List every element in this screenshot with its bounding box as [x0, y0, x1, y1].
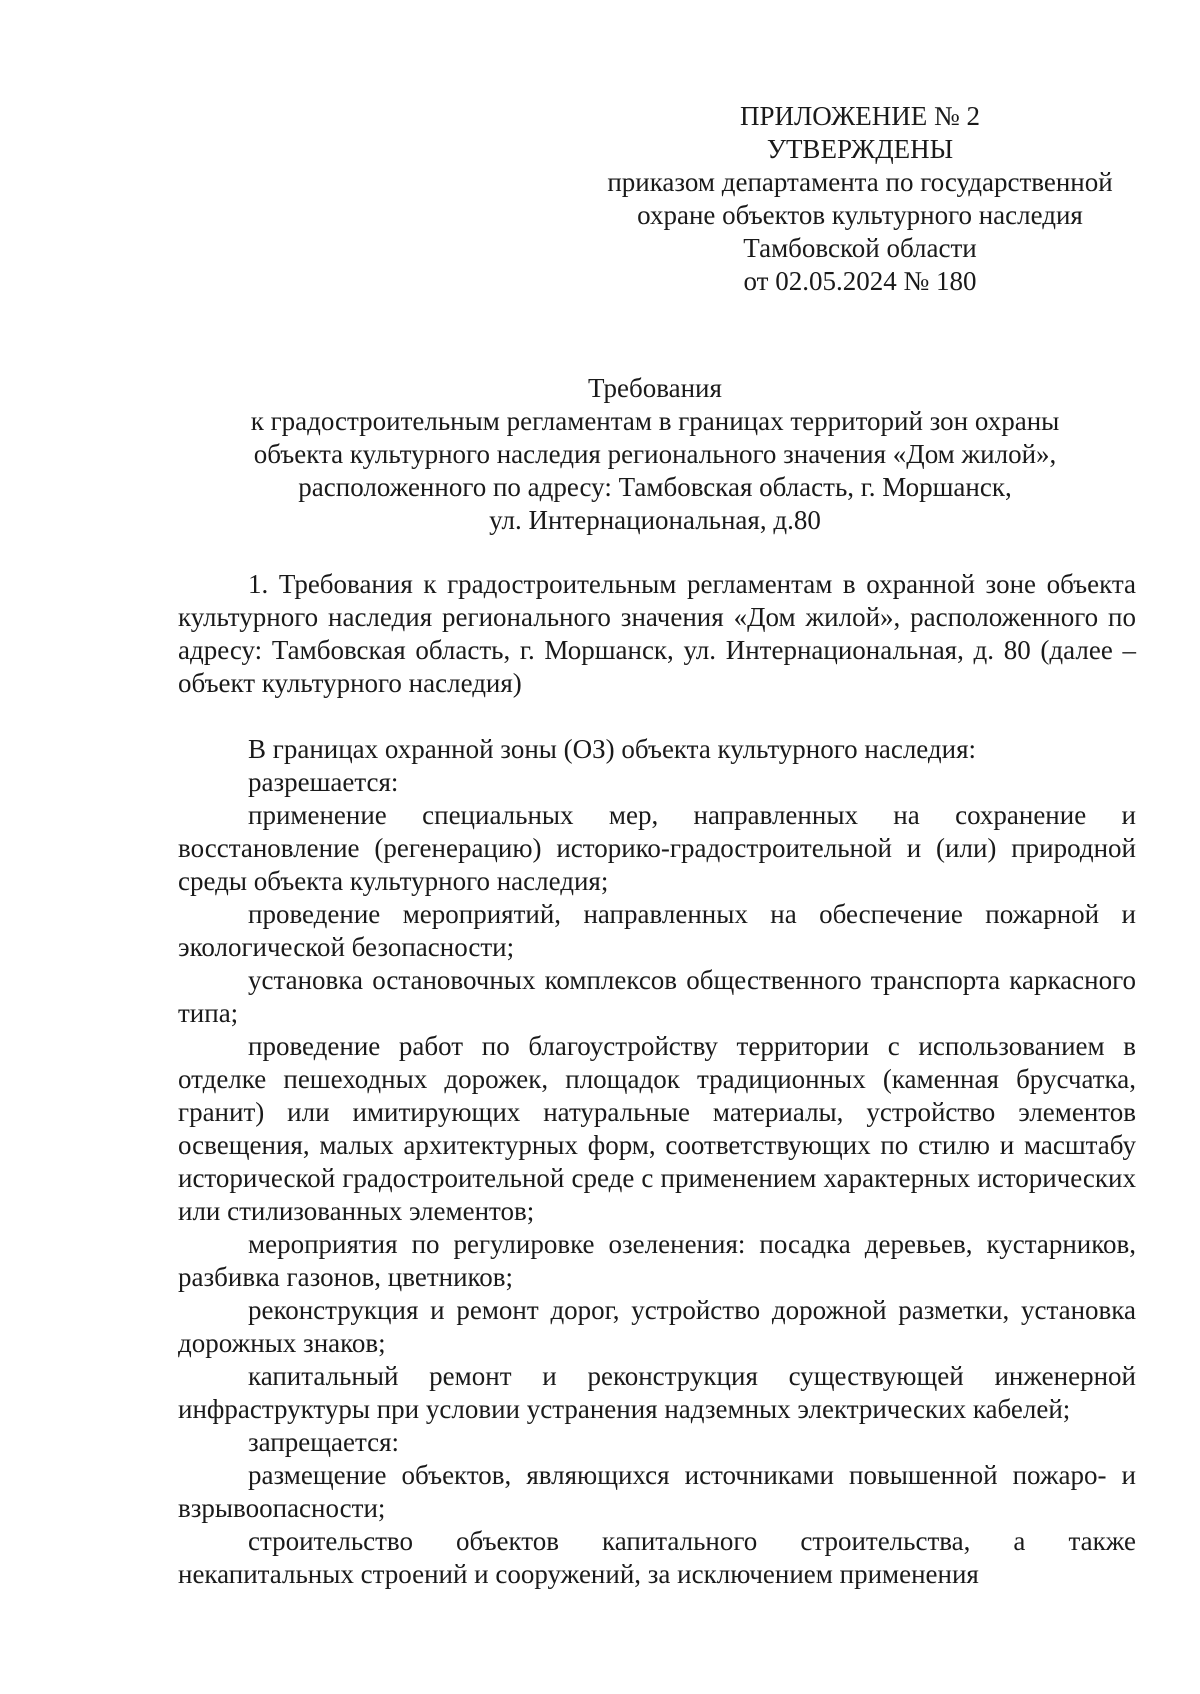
approval-line: охране объектов культурного наследия [637, 200, 1083, 230]
allowed-item: проведение работ по благоустройству территории с использованием в отделке пешеходных дорожек, площадок традиционных (каменная брусчатка, гранит) или имитирующих натуральные материалы, устройство элементов освещения, малых архитектурных форм, соответствующих по стилю и масштабу исторической градостроительной среде с применением характерных исторических или стилизованных элементов; [178, 1031, 1136, 1226]
approval-date: от 02.05.2024 № 180 [743, 266, 977, 296]
title-line: ул. Интернациональная, д.80 [489, 505, 821, 535]
allowed-item: проведение мероприятий, направленных на обеспечение пожарной и экологической безопасности; [178, 899, 1136, 962]
allowed-item: реконструкция и ремонт дорог, устройство дорожной разметки, установка дорожных знаков; [178, 1295, 1136, 1358]
approval-line: приказом департамента по государственной [607, 167, 1113, 197]
document-title [170, 372, 1140, 537]
document-body [178, 568, 1136, 1591]
title-line: объекта культурного наследия регионального значения «Дом жилой», [253, 439, 1057, 469]
forbidden-item: строительство объектов капитального строительства, а также некапитальных строений и сооружений, за исключением применения [178, 1526, 1136, 1589]
title-heading: Требования [588, 373, 722, 403]
approval-line: Тамбовской области [743, 233, 977, 263]
allowed-label: разрешается: [248, 767, 399, 797]
allowed-item: установка остановочных комплексов общественного транспорта каркасного типа; [178, 965, 1136, 1028]
zone-intro: В границах охранной зоны (ОЗ) объекта культурного наследия: [248, 734, 977, 764]
title-line: расположенного по адресу: Тамбовская область, г. Моршанск, [298, 472, 1012, 502]
approval-stamp-block [590, 100, 1130, 298]
appendix-number: ПРИЛОЖЕНИЕ № 2 [739, 101, 981, 131]
approved-label: УТВЕРЖДЕНЫ [766, 134, 954, 164]
allowed-item: капитальный ремонт и реконструкция существующей инженерной инфраструктуры при условии устранения надземных электрических кабелей; [178, 1361, 1136, 1424]
allowed-item: мероприятия по регулировке озеленения: посадка деревьев, кустарников, разбивка газонов, цветников; [178, 1229, 1136, 1292]
title-line: к градостроительным регламентам в границах территорий зон охраны [250, 406, 1060, 436]
section-1-paragraph: 1. Требования к градостроительным регламентам в охранной зоне объекта культурного наследия регионального значения «Дом жилой», расположенного по адресу: Тамбовская область, г. Моршанск, ул. Интернациональная, д. 80 (далее – объект культурного наследия) [178, 569, 1136, 698]
forbidden-label: запрещается: [248, 1427, 400, 1457]
forbidden-item: размещение объектов, являющихся источниками повышенной пожаро- и взрывоопасности; [178, 1460, 1136, 1523]
allowed-item: применение специальных мер, направленных на сохранение и восстановление (регенерацию) историко-градостроительной и (или) природной среды объекта культурного наследия; [178, 800, 1136, 896]
